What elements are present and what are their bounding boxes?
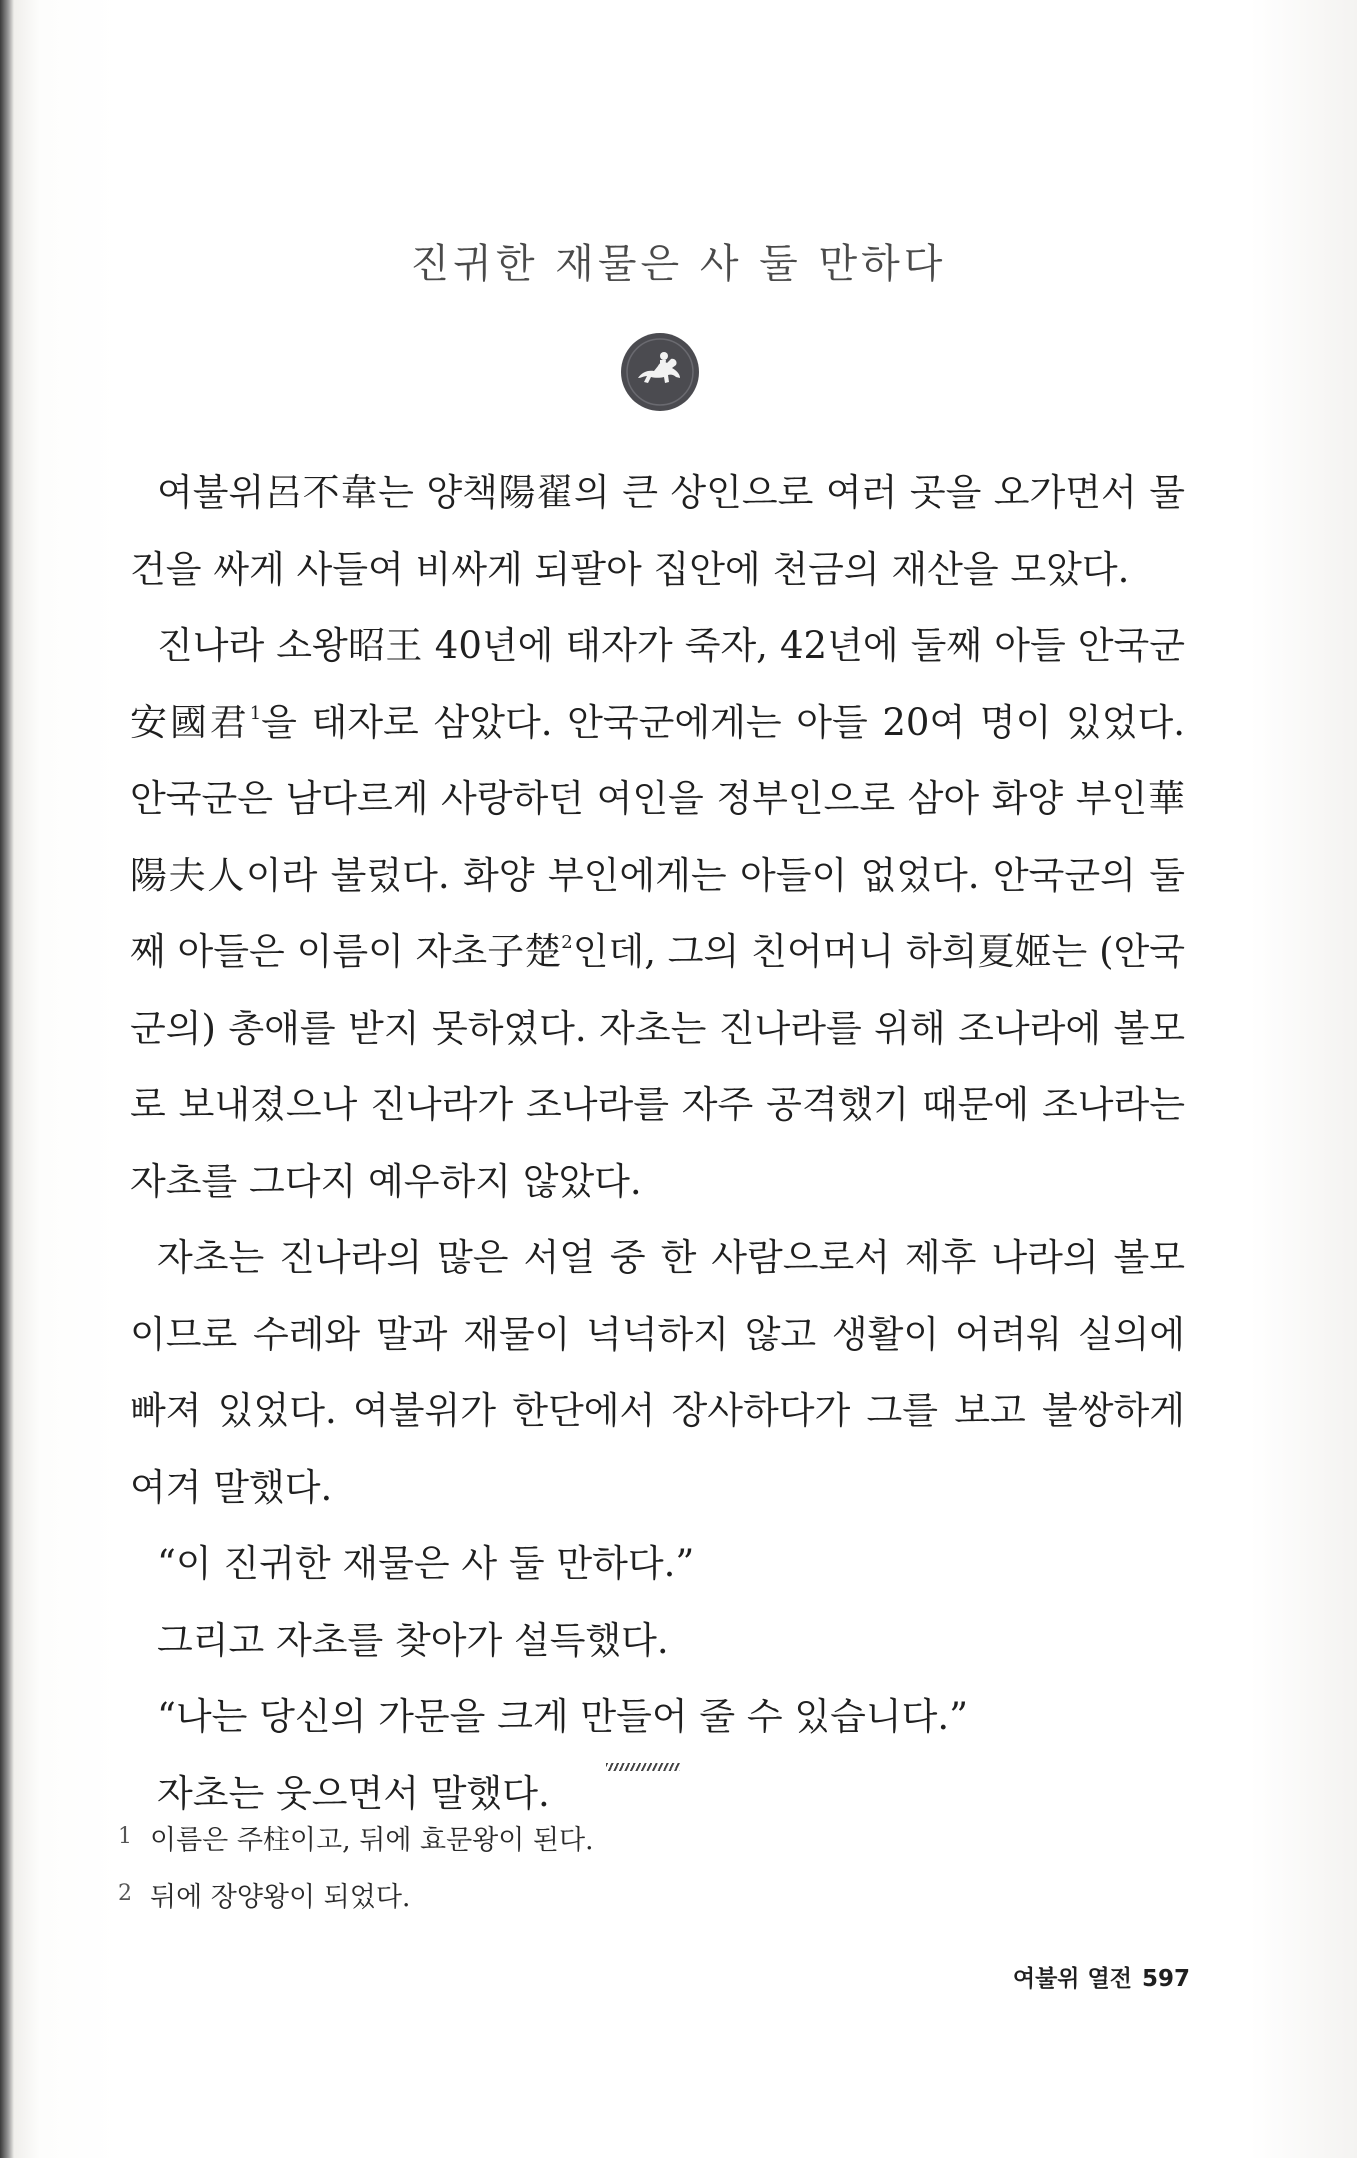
book-section-title: 여불위 열전 — [1012, 1966, 1132, 1992]
quote-2 — [130, 1679, 1185, 1756]
footnote-ref-2: 2 — [561, 932, 573, 953]
page-number: 597 — [1141, 1966, 1190, 1992]
footnote-2-number: 2 — [118, 1881, 132, 1906]
footnote-ref-1: 1 — [249, 702, 262, 724]
footnote-1-text: 이름은 주柱이고, 뒤에 효문왕이 된다. — [150, 1825, 594, 1856]
chapter-title: 진귀한 재물은 사 둘 만하다 — [410, 241, 947, 287]
paragraph-4-text: 그리고 자초를 찾아가 설득했다. — [157, 1618, 669, 1662]
paragraph-2-text-b: 을 태자로 삼았다. 안국군에게는 아들 20여 명이 있었다. 안국군은 남다르게 사랑하던 여인을 정부인으로 삼아 화양 부인華陽夫人이라 불렀다. 화양 부인에게는 아들이 없었다. 안국군의 둘째 아들은 이름이 자초子楚 — [130, 700, 1186, 973]
paragraph-3-text: 자초는 진나라의 많은 서얼 중 한 사람으로서 제후 나라의 볼모이므로 수레와 말과 재물이 넉넉하지 않고 생활이 어려워 실의에 빠져 있었다. 여불위가 한단에서 장사하다가 그를 보고 불쌍하게 여겨 말했다. — [130, 1236, 1185, 1509]
book-spine-shadow — [0, 0, 14, 2158]
paragraph-1-text: 여불위呂不韋는 양책陽翟의 큰 상인으로 여러 곳을 오가면서 물건을 싸게 사들여 비싸게 되팔아 집안에 천금의 재산을 모았다. — [130, 471, 1185, 591]
paragraph-2-text-a: 진나라 소왕昭王 40년에 태자가 죽자, 42년에 둘째 아들 안국군安國君 — [130, 624, 1185, 744]
paragraph-3 — [130, 1220, 1185, 1526]
paragraph-1 — [130, 455, 1185, 608]
quote-1 — [130, 1526, 1185, 1603]
paragraph-4 — [130, 1603, 1185, 1680]
body-text — [130, 455, 1185, 1832]
quote-1-text: “이 진귀한 재물은 사 둘 만하다.” — [157, 1542, 695, 1585]
horse-rider-emblem-icon — [620, 332, 700, 412]
footnotes — [118, 1813, 1018, 1927]
footnote-1 — [118, 1813, 1018, 1870]
footnote-2-text: 뒤에 장양왕이 되었다. — [150, 1882, 411, 1913]
paragraph-2 — [130, 608, 1185, 1220]
footnote-2 — [118, 1870, 1018, 1927]
footnote-divider — [606, 1763, 680, 1771]
running-footer — [1000, 1960, 1190, 1993]
paragraph-5-text: 자초는 웃으면서 말했다. — [157, 1771, 550, 1815]
paragraph-2-text-c: 인데, 그의 친어머니 하희夏姬는 (안국군의) 총애를 받지 못하였다. 자초는 진나라를 위해 조나라에 볼모로 보내졌으나 진나라가 조나라를 자주 공격했기 때문에 조나라는 자초를 그다지 예우하지 않았다. — [130, 930, 1185, 1203]
footnote-1-number: 1 — [118, 1824, 132, 1849]
quote-2-text: “나는 당신의 가문을 크게 만들어 줄 수 있습니다.” — [157, 1695, 969, 1738]
